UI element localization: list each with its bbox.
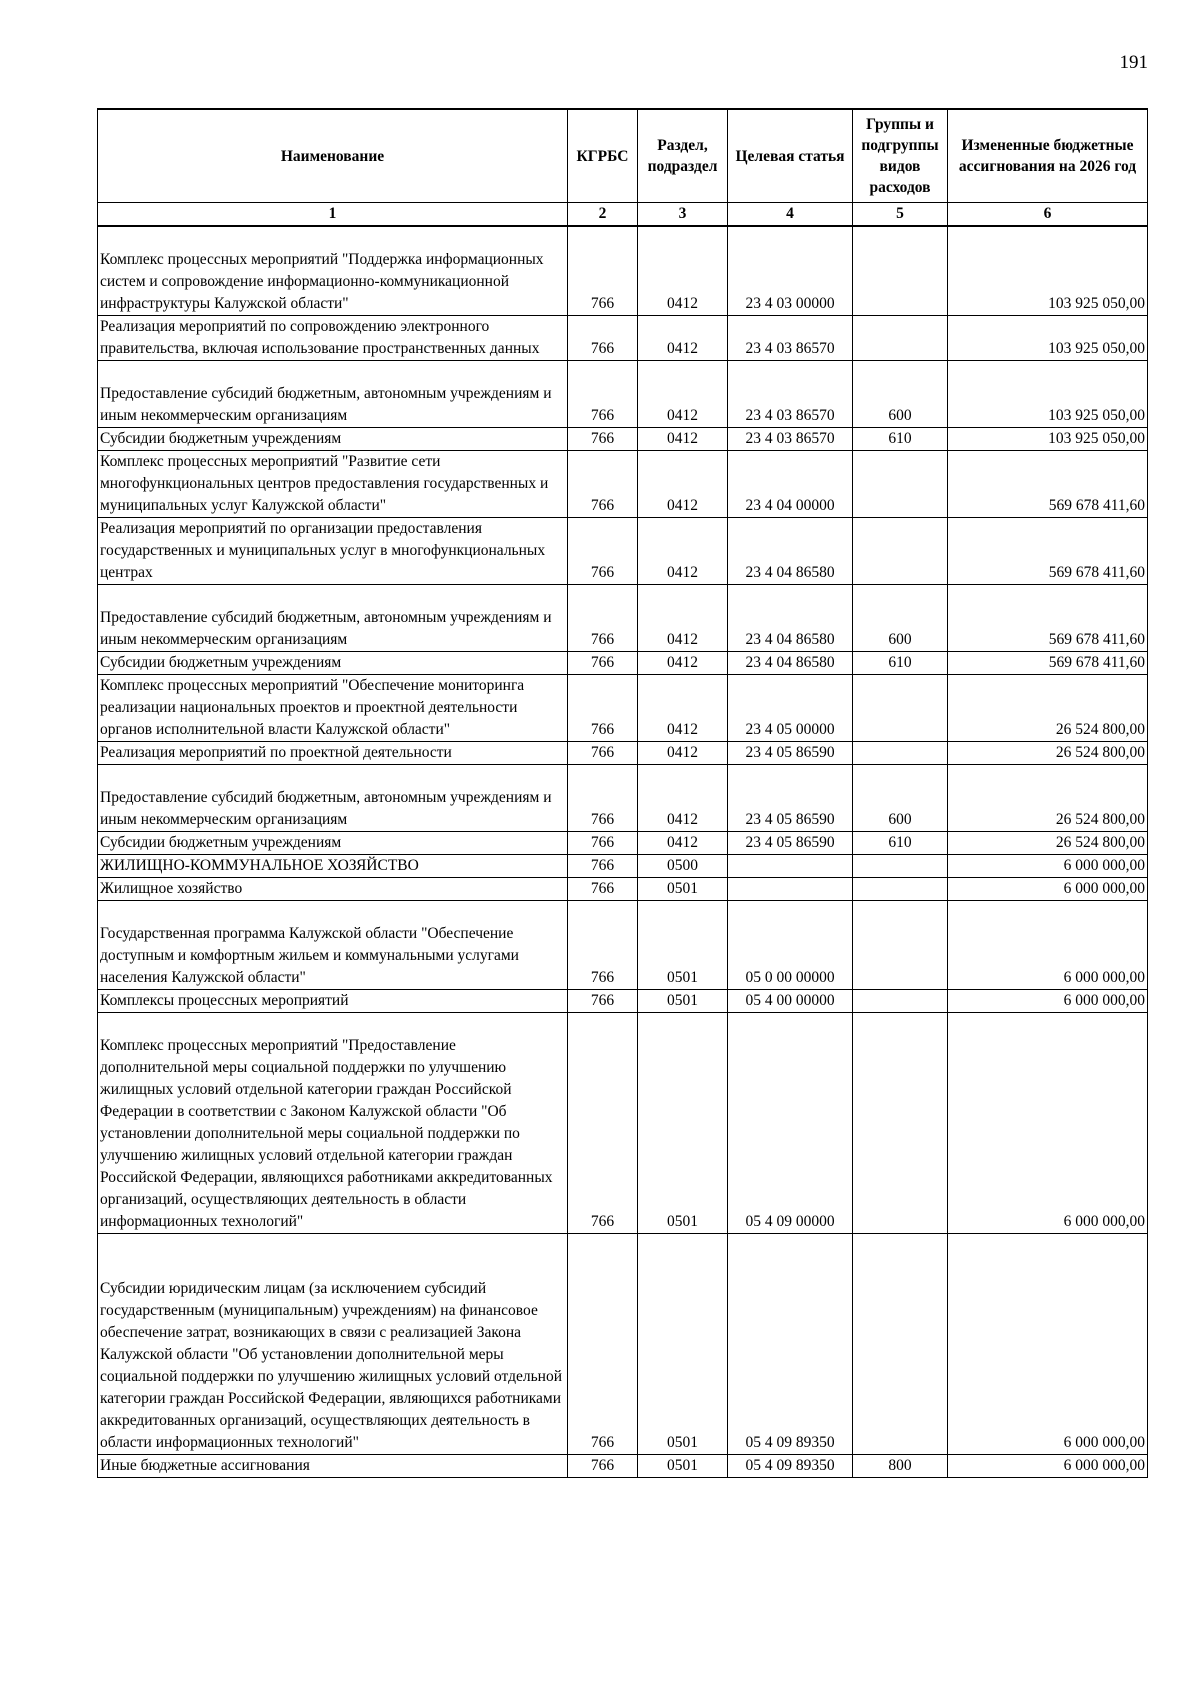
row-kgrbs: 766 bbox=[568, 765, 638, 832]
row-name: Комплекс процессных мероприятий "Предоставление дополнительной меры социальной поддержки по улучшению жилищных условий отдельной категории граждан Российской Федерации в соответствии с Законом Калужской области "Об установлении дополнительной меры социальной поддержки по улучшению жилищных условий отдельной категории граждан Российской Федерации, являющихся работниками аккредитованных организаций, осуществляющих деятельность в области информационных технологий" bbox=[98, 1013, 568, 1234]
row-group bbox=[853, 316, 948, 361]
row-group bbox=[853, 1234, 948, 1455]
row-article: 23 4 05 86590 bbox=[728, 832, 853, 855]
column-number: 3 bbox=[638, 203, 728, 227]
row-article: 05 4 09 89350 bbox=[728, 1455, 853, 1478]
column-number: 1 bbox=[98, 203, 568, 227]
row-name: Предоставление субсидий бюджетным, автономным учреждениям и иным некоммерческим организациям bbox=[98, 361, 568, 428]
row-amount: 26 524 800,00 bbox=[948, 832, 1148, 855]
row-kgrbs: 766 bbox=[568, 878, 638, 901]
row-amount: 569 678 411,60 bbox=[948, 451, 1148, 518]
row-article: 23 4 04 00000 bbox=[728, 451, 853, 518]
table-row bbox=[98, 1013, 1148, 1234]
table-row bbox=[98, 316, 1148, 361]
table-row bbox=[98, 765, 1148, 832]
row-article: 23 4 04 86580 bbox=[728, 518, 853, 585]
row-article: 05 0 00 00000 bbox=[728, 901, 853, 990]
row-section: 0501 bbox=[638, 1013, 728, 1234]
row-article: 23 4 05 00000 bbox=[728, 675, 853, 742]
budget-table bbox=[97, 108, 1148, 1478]
row-kgrbs: 766 bbox=[568, 585, 638, 652]
row-group: 610 bbox=[853, 652, 948, 675]
row-kgrbs: 766 bbox=[568, 990, 638, 1013]
header-expense-group: Группы и подгруппы видов расходов bbox=[853, 109, 948, 203]
row-group bbox=[853, 901, 948, 990]
row-kgrbs: 766 bbox=[568, 451, 638, 518]
row-name: Комплексы процессных мероприятий bbox=[98, 990, 568, 1013]
row-section: 0412 bbox=[638, 652, 728, 675]
row-kgrbs: 766 bbox=[568, 316, 638, 361]
row-article: 23 4 04 86580 bbox=[728, 585, 853, 652]
row-name: Субсидии бюджетным учреждениям bbox=[98, 428, 568, 451]
row-amount: 569 678 411,60 bbox=[948, 585, 1148, 652]
page-number: 191 bbox=[1119, 52, 1148, 73]
table-row bbox=[98, 1455, 1148, 1478]
table-row bbox=[98, 518, 1148, 585]
header-article: Целевая статья bbox=[728, 109, 853, 203]
row-kgrbs: 766 bbox=[568, 675, 638, 742]
row-name: Комплекс процессных мероприятий "Поддержка информационных систем и сопровождение информационно-коммуникационной инфраструктуры Калужской области" bbox=[98, 226, 568, 316]
row-article: 23 4 03 86570 bbox=[728, 428, 853, 451]
row-kgrbs: 766 bbox=[568, 832, 638, 855]
row-kgrbs: 766 bbox=[568, 1455, 638, 1478]
row-group: 610 bbox=[853, 428, 948, 451]
table-row bbox=[98, 675, 1148, 742]
row-section: 0412 bbox=[638, 451, 728, 518]
row-article bbox=[728, 855, 853, 878]
header-name: Наименование bbox=[98, 109, 568, 203]
table-row bbox=[98, 361, 1148, 428]
column-number-row bbox=[98, 203, 1148, 227]
row-group bbox=[853, 742, 948, 765]
row-article: 23 4 04 86580 bbox=[728, 652, 853, 675]
header-kgrbs: КГРБС bbox=[568, 109, 638, 203]
row-amount: 569 678 411,60 bbox=[948, 652, 1148, 675]
row-name: Субсидии юридическим лицам (за исключением субсидий государственным (муниципальным) учреждениям) на финансовое обеспечение затрат, возникающих в связи с реализацией Закона Калужской области "Об установлении дополнительной меры социальной поддержки по улучшению жилищных условий отдельной категории граждан Российской Федерации, являющихся работниками аккредитованных организаций, осуществляющих деятельность в области информационных технологий" bbox=[98, 1234, 568, 1455]
row-group: 600 bbox=[853, 765, 948, 832]
table-row bbox=[98, 990, 1148, 1013]
table-row bbox=[98, 901, 1148, 990]
row-section: 0412 bbox=[638, 675, 728, 742]
row-amount: 103 925 050,00 bbox=[948, 428, 1148, 451]
row-amount: 26 524 800,00 bbox=[948, 765, 1148, 832]
row-name: Комплекс процессных мероприятий "Обеспечение мониторинга реализации национальных проектов и проектной деятельности органов исполнительной власти Калужской области" bbox=[98, 675, 568, 742]
row-group bbox=[853, 855, 948, 878]
row-article: 05 4 00 00000 bbox=[728, 990, 853, 1013]
row-group bbox=[853, 451, 948, 518]
table-row bbox=[98, 585, 1148, 652]
row-section: 0501 bbox=[638, 1234, 728, 1455]
column-number: 5 bbox=[853, 203, 948, 227]
row-amount: 6 000 000,00 bbox=[948, 901, 1148, 990]
row-section: 0412 bbox=[638, 316, 728, 361]
column-number: 4 bbox=[728, 203, 853, 227]
table-row bbox=[98, 652, 1148, 675]
row-amount: 103 925 050,00 bbox=[948, 361, 1148, 428]
row-amount: 103 925 050,00 bbox=[948, 316, 1148, 361]
row-kgrbs: 766 bbox=[568, 901, 638, 990]
row-article: 23 4 03 00000 bbox=[728, 226, 853, 316]
row-section: 0412 bbox=[638, 428, 728, 451]
row-section: 0412 bbox=[638, 226, 728, 316]
row-group bbox=[853, 1013, 948, 1234]
table-row bbox=[98, 855, 1148, 878]
row-name: Субсидии бюджетным учреждениям bbox=[98, 832, 568, 855]
row-amount: 103 925 050,00 bbox=[948, 226, 1148, 316]
row-amount: 6 000 000,00 bbox=[948, 1234, 1148, 1455]
row-group bbox=[853, 990, 948, 1013]
row-section: 0412 bbox=[638, 361, 728, 428]
table-row bbox=[98, 226, 1148, 316]
row-name: Иные бюджетные ассигнования bbox=[98, 1455, 568, 1478]
row-amount: 26 524 800,00 bbox=[948, 742, 1148, 765]
row-article: 23 4 03 86570 bbox=[728, 361, 853, 428]
row-name: Предоставление субсидий бюджетным, автономным учреждениям и иным некоммерческим организациям bbox=[98, 585, 568, 652]
row-name: Реализация мероприятий по проектной деятельности bbox=[98, 742, 568, 765]
row-group bbox=[853, 226, 948, 316]
row-name: Комплекс процессных мероприятий "Развитие сети многофункциональных центров предоставления государственных и муниципальных услуг Калужской области" bbox=[98, 451, 568, 518]
row-amount: 569 678 411,60 bbox=[948, 518, 1148, 585]
row-kgrbs: 766 bbox=[568, 855, 638, 878]
row-section: 0501 bbox=[638, 901, 728, 990]
row-kgrbs: 766 bbox=[568, 1013, 638, 1234]
table-row bbox=[98, 451, 1148, 518]
row-group: 800 bbox=[853, 1455, 948, 1478]
row-amount: 6 000 000,00 bbox=[948, 1013, 1148, 1234]
row-name: Субсидии бюджетным учреждениям bbox=[98, 652, 568, 675]
row-group: 600 bbox=[853, 585, 948, 652]
row-name: Государственная программа Калужской области "Обеспечение доступным и комфортным жильем и коммунальными услугами населения Калужской области" bbox=[98, 901, 568, 990]
row-name: Реализация мероприятий по сопровождению электронного правительства, включая использование пространственных данных bbox=[98, 316, 568, 361]
row-kgrbs: 766 bbox=[568, 226, 638, 316]
row-name: Предоставление субсидий бюджетным, автономным учреждениям и иным некоммерческим организациям bbox=[98, 765, 568, 832]
table-row bbox=[98, 878, 1148, 901]
row-amount: 6 000 000,00 bbox=[948, 855, 1148, 878]
table-row bbox=[98, 742, 1148, 765]
header-amount: Измененные бюджетные ассигнования на 2026 год bbox=[948, 109, 1148, 203]
row-kgrbs: 766 bbox=[568, 518, 638, 585]
table-row bbox=[98, 1234, 1148, 1455]
row-section: 0412 bbox=[638, 832, 728, 855]
row-article: 23 4 03 86570 bbox=[728, 316, 853, 361]
row-kgrbs: 766 bbox=[568, 1234, 638, 1455]
row-kgrbs: 766 bbox=[568, 652, 638, 675]
row-amount: 6 000 000,00 bbox=[948, 990, 1148, 1013]
row-group: 600 bbox=[853, 361, 948, 428]
header-section: Раздел, подраздел bbox=[638, 109, 728, 203]
row-kgrbs: 766 bbox=[568, 742, 638, 765]
row-name: Жилищное хозяйство bbox=[98, 878, 568, 901]
row-section: 0412 bbox=[638, 742, 728, 765]
row-amount: 26 524 800,00 bbox=[948, 675, 1148, 742]
row-group: 610 bbox=[853, 832, 948, 855]
row-group bbox=[853, 518, 948, 585]
row-section: 0412 bbox=[638, 585, 728, 652]
row-name: Реализация мероприятий по организации предоставления государственных и муниципальных услуг в многофункциональных центрах bbox=[98, 518, 568, 585]
row-name: ЖИЛИЩНО-КОММУНАЛЬНОЕ ХОЗЯЙСТВО bbox=[98, 855, 568, 878]
row-amount: 6 000 000,00 bbox=[948, 878, 1148, 901]
row-kgrbs: 766 bbox=[568, 428, 638, 451]
row-section: 0501 bbox=[638, 878, 728, 901]
row-section: 0501 bbox=[638, 1455, 728, 1478]
row-article: 05 4 09 89350 bbox=[728, 1234, 853, 1455]
column-number: 2 bbox=[568, 203, 638, 227]
row-article: 23 4 05 86590 bbox=[728, 765, 853, 832]
row-article: 05 4 09 00000 bbox=[728, 1013, 853, 1234]
row-article bbox=[728, 878, 853, 901]
row-group bbox=[853, 675, 948, 742]
row-group bbox=[853, 878, 948, 901]
row-kgrbs: 766 bbox=[568, 361, 638, 428]
table-header-row bbox=[98, 109, 1148, 203]
row-section: 0412 bbox=[638, 518, 728, 585]
row-section: 0501 bbox=[638, 990, 728, 1013]
row-section: 0500 bbox=[638, 855, 728, 878]
row-amount: 6 000 000,00 bbox=[948, 1455, 1148, 1478]
row-section: 0412 bbox=[638, 765, 728, 832]
table-row bbox=[98, 428, 1148, 451]
table-row bbox=[98, 832, 1148, 855]
column-number: 6 bbox=[948, 203, 1148, 227]
row-article: 23 4 05 86590 bbox=[728, 742, 853, 765]
